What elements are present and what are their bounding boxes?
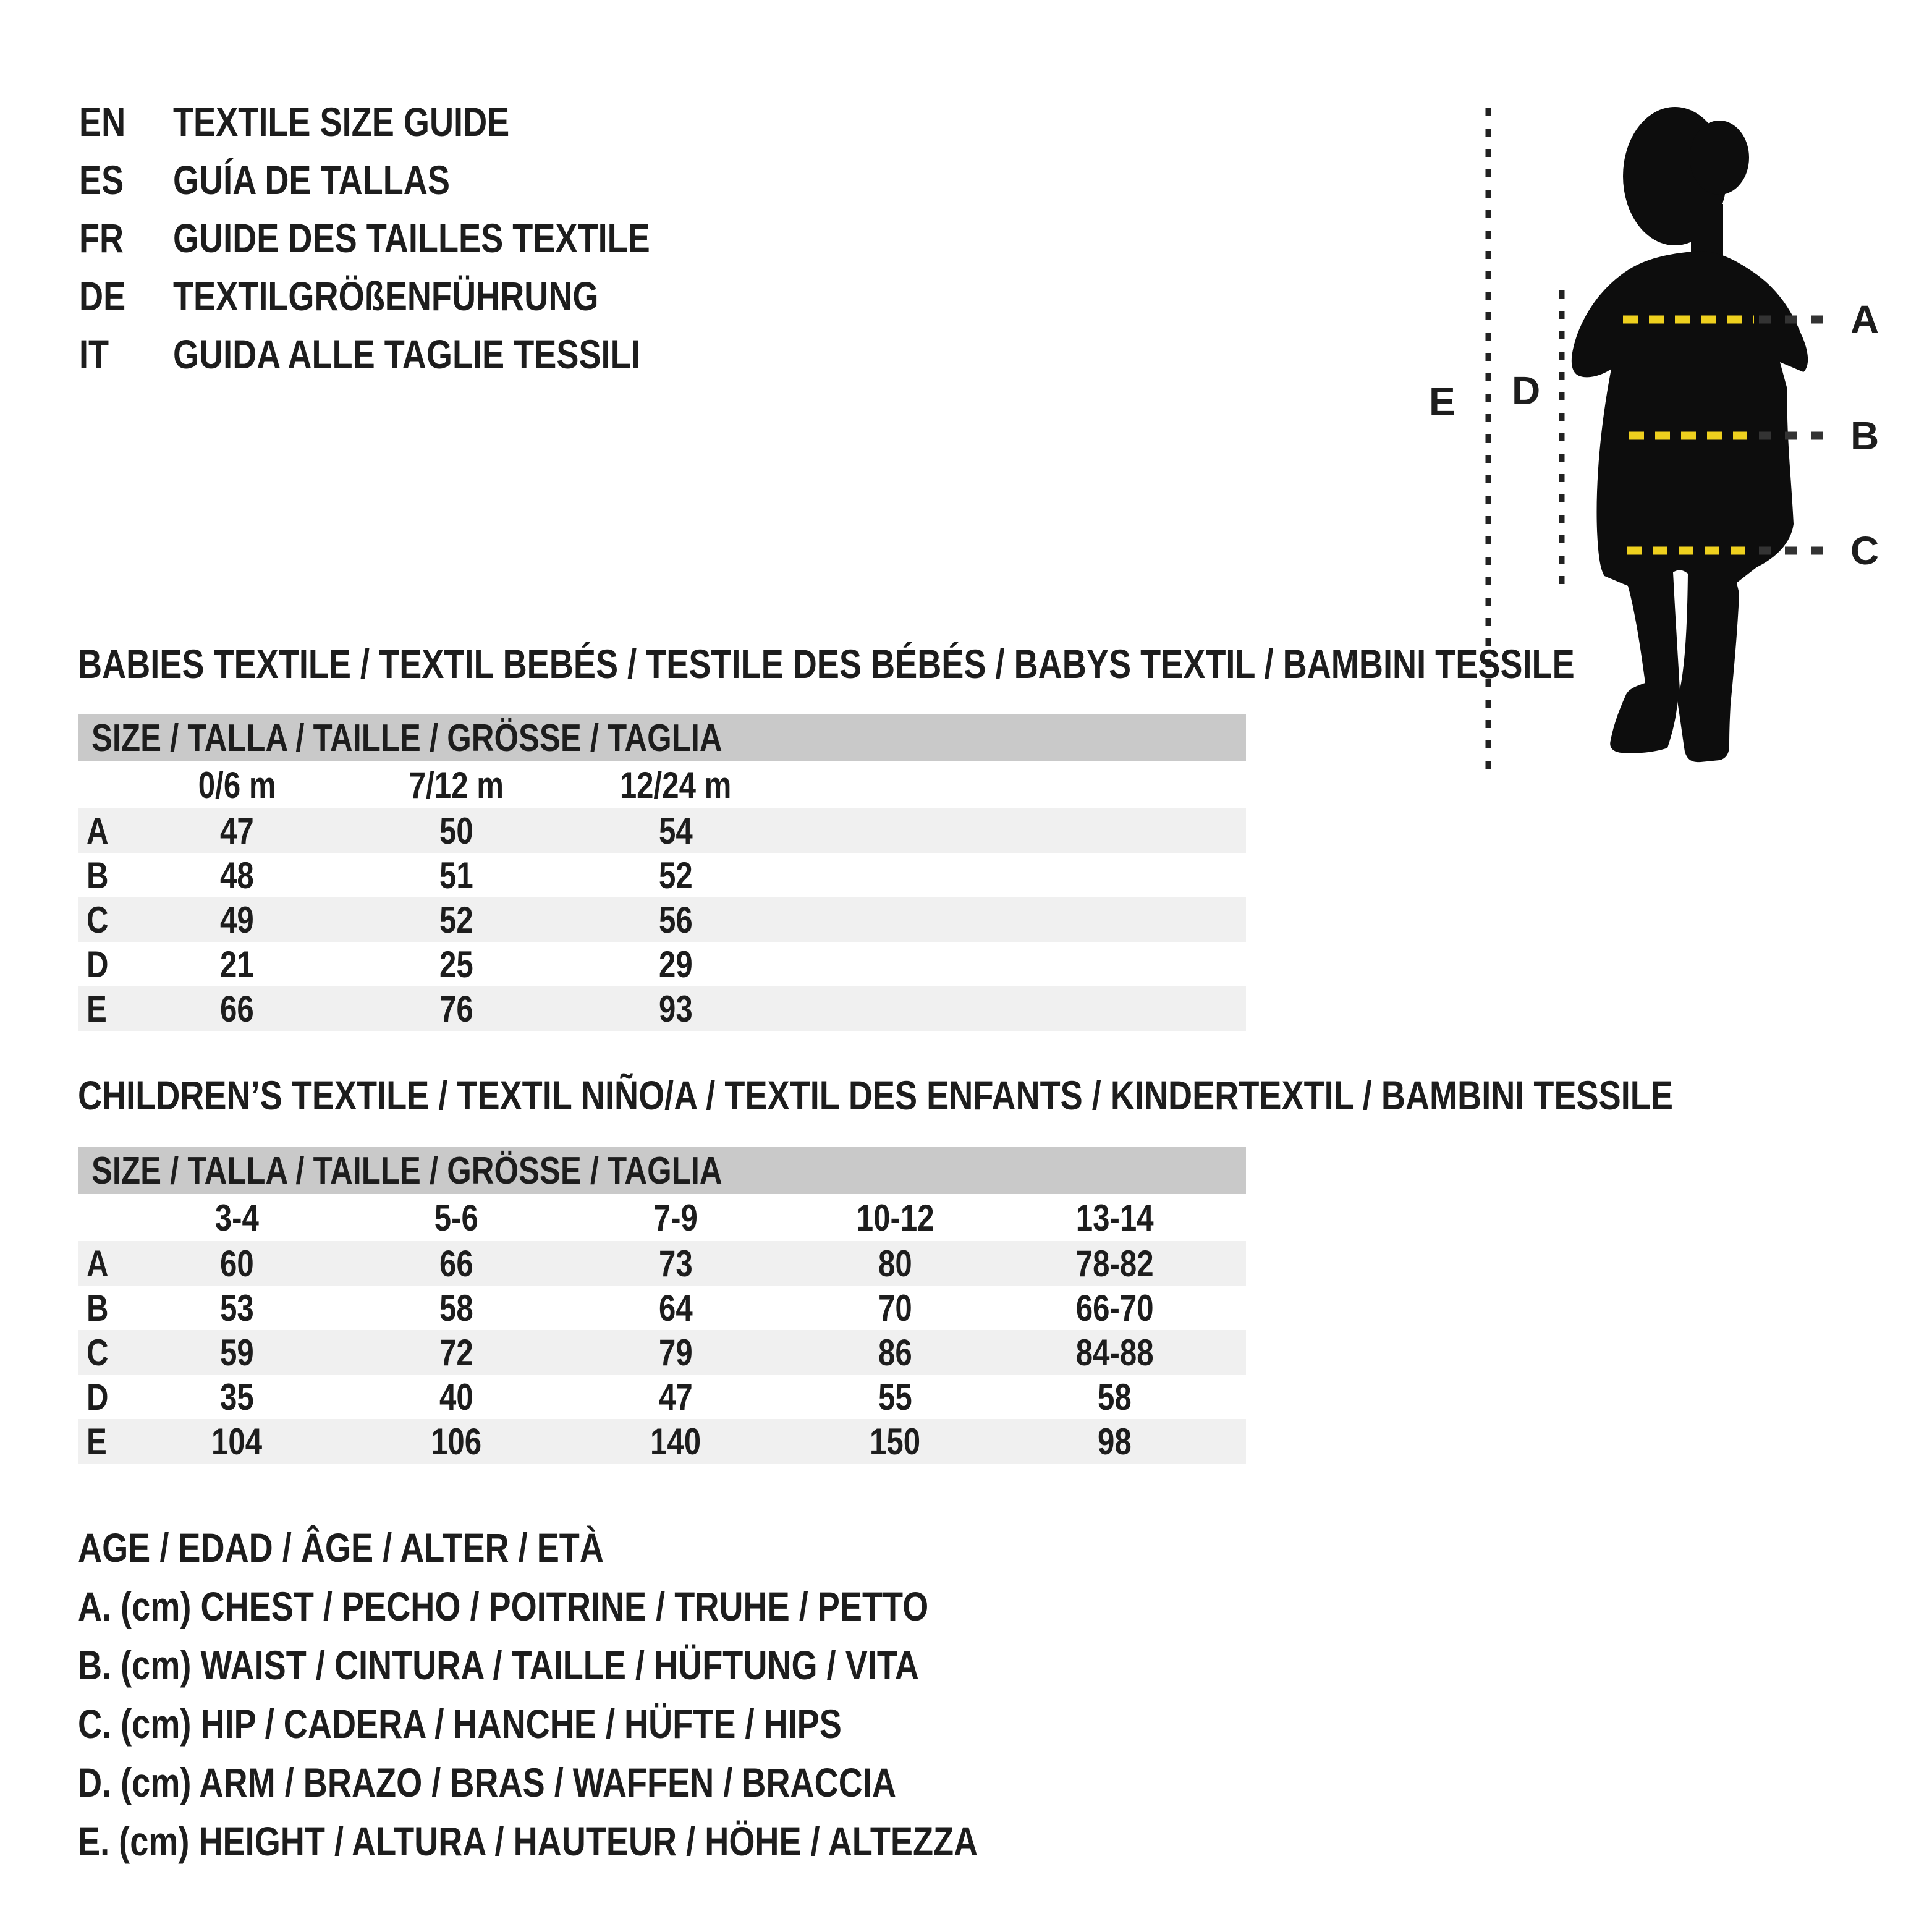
measure-letter-b: B [1850, 413, 1879, 458]
cell-value-text: 53 [220, 1287, 254, 1329]
babies-size-table [78, 714, 1246, 1031]
cell-value [1005, 1376, 1224, 1418]
column-header-label: 12/24 m [620, 764, 732, 806]
children-table-header-bar [78, 1147, 1246, 1194]
table-row-a [78, 808, 1246, 853]
cell-value [786, 1242, 1005, 1285]
row-label [78, 1242, 127, 1285]
language-title-label: TEXTILGRÖßENFÜHRUNG [173, 273, 599, 319]
column-header-label: 7-9 [653, 1197, 698, 1239]
legend-line-text: A. (cm) CHEST / PECHO / POITRINE / TRUHE / PETTO [78, 1583, 929, 1629]
language-code-label: IT [79, 331, 109, 377]
cell-value-text: 80 [878, 1242, 912, 1284]
legend-line-text: D. (cm) ARM / BRAZO / BRAS / WAFFEN / BRACCIA [78, 1759, 896, 1805]
column-header [127, 764, 347, 807]
column-header [786, 1197, 1005, 1239]
cell-value [786, 1376, 1005, 1418]
cell-value [127, 988, 347, 1030]
language-code [79, 331, 173, 378]
cell-value-text: 66 [439, 1242, 473, 1284]
legend-line-text: AGE / EDAD / ÂGE / ALTER / ETÀ [78, 1524, 604, 1570]
cell-value [347, 1331, 566, 1374]
cell-value-text: 98 [1098, 1420, 1132, 1462]
cell-value [127, 1287, 347, 1329]
column-header [347, 1197, 566, 1239]
cell-value [1005, 1287, 1224, 1329]
column-header [566, 764, 786, 807]
cell-value [566, 899, 786, 941]
row-label-text: D [87, 943, 109, 985]
cell-value [347, 1242, 566, 1285]
cell-value [1005, 1420, 1224, 1463]
row-label [78, 988, 127, 1030]
cell-value-text: 56 [659, 899, 693, 941]
language-title-label: TEXTILE SIZE GUIDE [173, 99, 510, 145]
cell-value-text: 66-70 [1075, 1287, 1154, 1329]
children-section-title [78, 1074, 1932, 1116]
column-header [347, 764, 566, 807]
cell-value-text: 55 [878, 1376, 912, 1418]
row-label [78, 943, 127, 986]
language-code-label: ES [79, 157, 124, 203]
language-code [79, 98, 173, 145]
cell-value-text: 52 [659, 854, 693, 896]
cell-value-text: 29 [659, 943, 693, 985]
cell-value-text: 48 [220, 854, 254, 896]
cell-value [127, 1242, 347, 1285]
row-label [78, 854, 127, 897]
cell-value [127, 943, 347, 986]
cell-value-text: 84-88 [1075, 1331, 1154, 1373]
table-row-e [78, 986, 1246, 1031]
measure-letter-c: C [1850, 528, 1879, 573]
table-row-a [78, 1241, 1246, 1286]
cell-value [127, 899, 347, 941]
cell-value-text: 54 [659, 810, 693, 852]
language-code-label: FR [79, 215, 124, 261]
column-header [1005, 1197, 1224, 1239]
cell-value [566, 1287, 786, 1329]
language-code [79, 273, 173, 320]
language-title-block [79, 93, 755, 383]
cell-value-text: 73 [659, 1242, 693, 1284]
cell-value-text: 52 [439, 899, 473, 941]
column-header-label: 5-6 [434, 1197, 479, 1239]
language-title [173, 273, 692, 320]
cell-value-text: 106 [431, 1420, 482, 1462]
language-code [79, 156, 173, 203]
cell-value [786, 1287, 1005, 1329]
cell-value-text: 86 [878, 1331, 912, 1373]
row-label-text: C [87, 899, 109, 941]
column-header-label: 3-4 [214, 1197, 260, 1239]
row-label-text: D [87, 1376, 109, 1418]
row-label-text: E [87, 988, 107, 1030]
legend-line-text: E. (cm) HEIGHT / ALTURA / HAUTEUR / HÖHE / ALTEZZA [78, 1818, 978, 1864]
cell-value-text: 51 [439, 854, 473, 896]
language-title-label: GUÍA DE TALLAS [173, 157, 450, 203]
column-header-label: 13-14 [1075, 1197, 1154, 1239]
cell-value [786, 1331, 1005, 1374]
row-label [78, 1376, 127, 1418]
language-code-label: EN [79, 99, 126, 145]
cell-value-text: 72 [439, 1331, 473, 1373]
row-label [78, 1420, 127, 1463]
cell-value-text: 47 [659, 1376, 693, 1418]
row-label [78, 1331, 127, 1374]
language-title [173, 331, 743, 378]
column-header-label: 0/6 m [198, 764, 276, 806]
cell-value-text: 76 [439, 988, 473, 1030]
row-label-text: E [87, 1420, 107, 1462]
cell-value-text: 47 [220, 810, 254, 852]
children-column-header-row [78, 1194, 1246, 1241]
cell-value [566, 1376, 786, 1418]
table-row-d [78, 1375, 1246, 1419]
cell-value-text: 93 [659, 988, 693, 1030]
column-header [566, 1197, 786, 1239]
cell-value [347, 1420, 566, 1463]
cell-value [347, 1376, 566, 1418]
cell-value-text: 58 [439, 1287, 473, 1329]
cell-value-text: 49 [220, 899, 254, 941]
table-row-e [78, 1419, 1246, 1464]
language-title [173, 98, 583, 145]
row-label-text: B [87, 1287, 109, 1329]
language-title-label: GUIDA ALLE TAGLIE TESSILI [173, 331, 640, 377]
cell-value-text: 35 [220, 1376, 254, 1418]
language-row-fr [79, 209, 755, 267]
cell-value [127, 1420, 347, 1463]
cell-value [347, 988, 566, 1030]
cell-value-text: 66 [220, 988, 254, 1030]
cell-value-text: 79 [659, 1331, 693, 1373]
row-label [78, 1287, 127, 1329]
language-row-de [79, 267, 755, 325]
cell-value-text: 150 [870, 1420, 921, 1462]
table-row-c [78, 897, 1246, 942]
children-size-table [78, 1147, 1246, 1464]
cell-value-text: 60 [220, 1242, 254, 1284]
legend-line-age [78, 1518, 1176, 1577]
language-title [173, 214, 755, 261]
cell-value-text: 25 [439, 943, 473, 985]
cell-value-text: 64 [659, 1287, 693, 1329]
cell-value-text: 78-82 [1075, 1242, 1154, 1284]
cell-value [566, 1331, 786, 1374]
cell-value-text: 50 [439, 810, 473, 852]
cell-value [127, 1376, 347, 1418]
cell-value [1005, 1242, 1224, 1285]
cell-value-text: 104 [211, 1420, 263, 1462]
language-row-it [79, 325, 755, 383]
legend-line-waist [78, 1635, 1176, 1694]
cell-value [566, 810, 786, 852]
measurement-legend [78, 1518, 1176, 1870]
measure-letter-e: E [1429, 379, 1455, 424]
cell-value [347, 1287, 566, 1329]
cell-value [127, 854, 347, 897]
table-row-d [78, 942, 1246, 986]
cell-value [566, 943, 786, 986]
language-code-label: DE [79, 273, 126, 319]
column-header-label: 10-12 [856, 1197, 934, 1239]
size-header-label: SIZE / TALLA / TAILLE / GRÖSSE / TAGLIA [91, 1149, 722, 1192]
legend-line-hip [78, 1694, 1176, 1753]
babies-table-header-bar [78, 714, 1246, 761]
babies-column-header-row [78, 761, 1246, 808]
cell-value [566, 854, 786, 897]
cell-value-text: 59 [220, 1331, 254, 1373]
language-title-label: GUIDE DES TAILLES TEXTILE [173, 215, 650, 261]
language-row-es [79, 151, 755, 209]
cell-value [786, 1420, 1005, 1463]
measure-letter-a: A [1850, 297, 1879, 342]
column-header-label: 7/12 m [409, 764, 504, 806]
cell-value [127, 810, 347, 852]
cell-value [566, 988, 786, 1030]
row-label [78, 810, 127, 852]
row-label [78, 899, 127, 941]
legend-line-text: C. (cm) HIP / CADERA / HANCHE / HÜFTE / HIPS [78, 1700, 842, 1747]
table-row-b [78, 853, 1246, 897]
language-code [79, 214, 173, 261]
row-label-text: B [87, 854, 109, 896]
cell-value [566, 1242, 786, 1285]
cell-value [347, 899, 566, 941]
cell-value-text: 70 [878, 1287, 912, 1329]
table-row-c [78, 1330, 1246, 1375]
babies-section-title [78, 643, 1903, 685]
legend-line-height [78, 1811, 1176, 1870]
legend-line-chest [78, 1577, 1176, 1635]
measure-letter-d: D [1512, 368, 1541, 413]
language-title [173, 156, 511, 203]
legend-line-arm [78, 1753, 1176, 1811]
cell-value [1005, 1331, 1224, 1374]
row-label-text: A [87, 1242, 109, 1284]
column-header [127, 1197, 347, 1239]
babies-section-title-label: BABIES TEXTILE / TEXTIL BEBÉS / TESTILE DES BÉBÉS / BABYS TEXTIL / BAMBINI TESSILE [78, 641, 1575, 687]
table-row-b [78, 1286, 1246, 1330]
cell-value-text: 140 [650, 1420, 701, 1462]
cell-value [347, 943, 566, 986]
children-section-title-label: CHILDREN’S TEXTILE / TEXTIL NIÑO/A / TEXTIL DES ENFANTS / KINDERTEXTIL / BAMBINI TESSILE [78, 1072, 1673, 1118]
cell-value-text: 40 [439, 1376, 473, 1418]
language-row-en [79, 93, 755, 151]
legend-line-text: B. (cm) WAIST / CINTURA / TAILLE / HÜFTUNG / VITA [78, 1642, 919, 1688]
cell-value-text: 58 [1098, 1376, 1132, 1418]
cell-value [566, 1420, 786, 1463]
row-label-text: A [87, 810, 109, 852]
cell-value [347, 854, 566, 897]
size-header-label: SIZE / TALLA / TAILLE / GRÖSSE / TAGLIA [91, 716, 722, 760]
row-label-text: C [87, 1331, 109, 1373]
cell-value [127, 1331, 347, 1374]
cell-value [347, 810, 566, 852]
cell-value-text: 21 [220, 943, 254, 985]
